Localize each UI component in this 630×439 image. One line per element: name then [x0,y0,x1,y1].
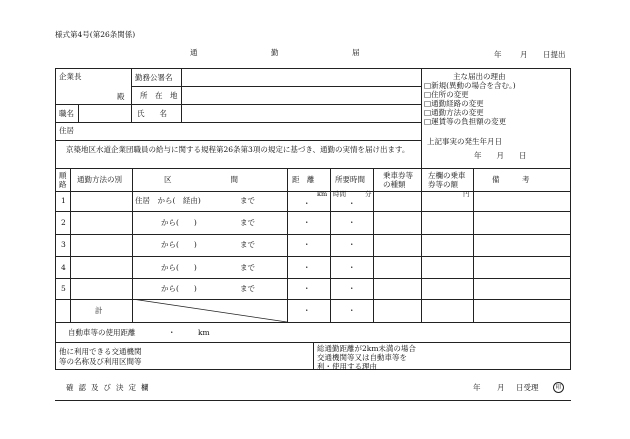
row-from: から( ) [161,263,197,272]
reason-method: □通勤方法の変更 [424,108,484,117]
row-distance-dot: ・ [303,263,311,272]
workplace-label: 勤務公署名 [135,73,173,82]
under2km-line3: 利・使用する理由 [317,362,377,371]
header-distance: 距 離 [292,175,315,184]
row-distance-dot: ・ [303,218,311,227]
total-distance-dot: ・ [303,306,311,315]
declaration-text: 京築地区水道企業団職員の給与に関する規程第26条第3項の規定に基づき、通勤の実情を届け出ます。 [66,145,410,154]
seal-text: 印 [553,382,564,393]
row-from: 住居 から( 経由) [135,196,201,205]
row-no: 3 [61,240,66,249]
row-distance-dot: ・ [303,284,311,293]
row-time-dot: ・ [348,199,356,208]
reason-new: □新規(異動の場合を含む。) [424,81,516,90]
reason-fare: □運賃等の負担額の変更 [424,117,507,126]
reason-route: □通勤経路の変更 [424,99,484,108]
row-time-dot: ・ [348,240,356,249]
header-no-1: 順 [59,171,67,180]
reason-address: □住所の変更 [424,90,469,99]
row-from: から( ) [161,218,197,227]
header-no-2: 路 [59,180,67,189]
under2km-line2: 交通機関等又は自動車等を [317,353,407,362]
footer-year: 年 [473,383,481,392]
car-distance-label: 自動車等の使用距離 [68,328,136,337]
header-time: 所要時間 [335,175,365,184]
footer-month: 月 [497,383,505,392]
submit-day: 日提出 [543,50,566,59]
total-time-dot: ・ [348,306,356,315]
confirm-label: 確認及び決定欄 [66,383,154,392]
under2km-line1: 総通勤距離が2km未満の場合 [317,344,416,353]
dono-label: 殿 [117,92,125,101]
total-label: 計 [95,306,103,315]
row-time-dot: ・ [348,284,356,293]
row-from: から( ) [161,284,197,293]
row-to: まで [240,263,255,272]
row-no: 1 [61,196,66,205]
row-no: 5 [61,284,66,293]
submit-month: 月 [520,50,528,59]
position-label: 職名 [59,109,74,118]
other-transport-line2: 等の名称及び利用区間等 [59,357,142,366]
address-label: 所 在 地 [140,91,178,100]
occurrence-label: 上記事実の発生年月日 [427,137,502,146]
row-to: まで [240,284,255,293]
header-amount-2: 券等の額 [428,180,458,189]
residence-label: 住居 [59,126,74,135]
unit-km: km [317,190,328,198]
header-remarks: 備 考 [492,175,530,184]
row-from: から( ) [161,240,197,249]
seal-icon [553,382,564,393]
row-distance-dot: ・ [303,240,311,249]
header-ticket-2: の種類 [383,180,406,189]
header-amount-1: 左欄の乗車 [428,171,466,180]
occurrence-date: 年 月 日 [474,151,527,160]
row-time-dot: ・ [348,263,356,272]
other-transport-line1: 他に利用できる交通機関 [59,347,142,356]
header-method: 通勤方法の別 [77,175,122,184]
reasons-title: 主な届出の理由 [453,72,506,81]
row-to: まで [240,218,255,227]
footer-received: 日受理 [516,383,539,392]
unit-min: 分 [365,190,372,198]
row-time-dot: ・ [348,218,356,227]
submit-year: 年 [494,50,502,59]
header-ticket-1: 乗車券等 [383,171,413,180]
row-no: 2 [61,218,66,227]
row-distance-dot: ・ [303,199,311,208]
total-diagonal [132,299,287,322]
header-section: 区 間 [164,175,240,184]
name-label: 氏 名 [137,109,167,118]
row-to: まで [240,196,255,205]
car-distance-dot: ・ [168,328,176,337]
form-number: 様式第4号(第26条関係) [55,30,136,39]
manager-label: 企業長 [59,72,82,81]
form-title: 通 勤 届 [190,48,393,57]
row-to: まで [240,240,255,249]
unit-yen: 円 [463,190,470,198]
row-no: 4 [61,263,66,272]
car-distance-unit: km [198,328,210,337]
unit-hour: 時間 [333,190,346,198]
